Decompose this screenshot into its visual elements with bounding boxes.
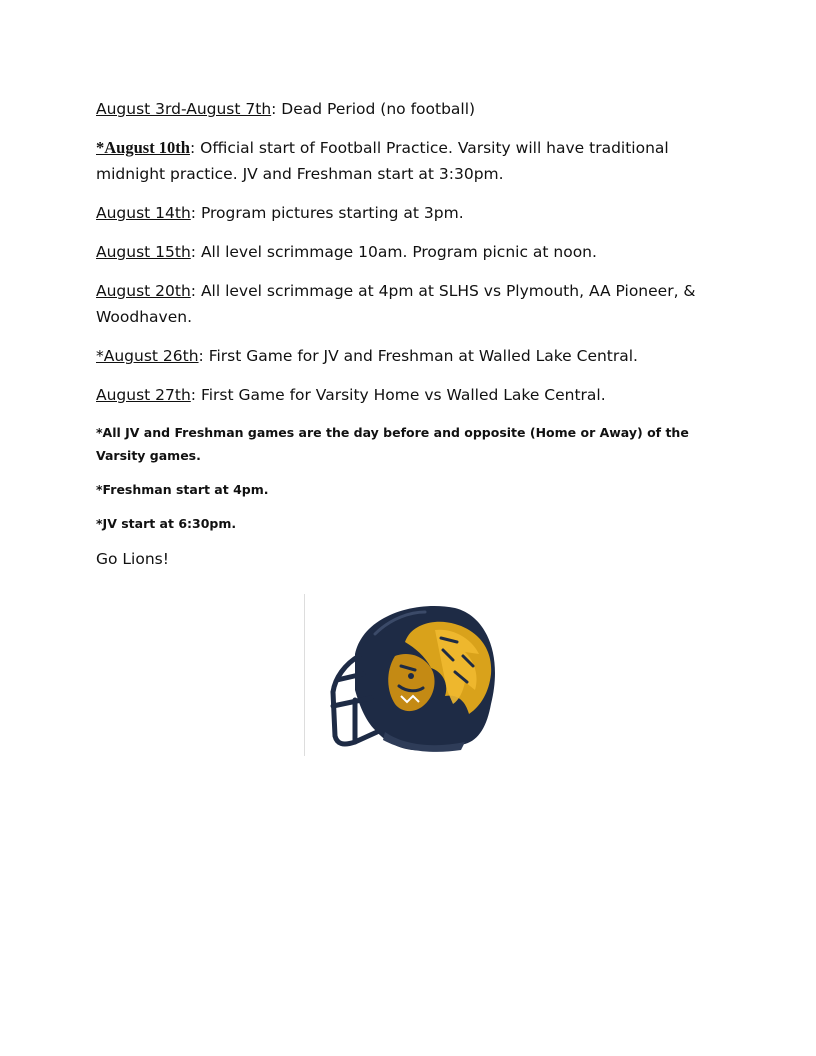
schedule-date: August 15th (96, 243, 191, 261)
schedule-text: : Dead Period (no football) (271, 100, 476, 118)
schedule-text: : Program pictures starting at 3pm. (190, 204, 464, 222)
lion-helmet-logo (304, 594, 501, 756)
schedule-document (96, 96, 724, 588)
schedule-date: August 3rd-August 7th (96, 100, 272, 118)
schedule-item-aug-20 (96, 278, 724, 330)
schedule-text: : First Game for JV and Freshman at Walled Lake Central. (198, 347, 638, 365)
schedule-text: : All level scrimmage 10am. Program picnic at noon. (190, 243, 597, 261)
schedule-date: August 20th (96, 282, 191, 300)
note-freshman-start: *Freshman start at 4pm. (96, 482, 269, 497)
schedule-date: August 14th (96, 204, 191, 222)
schedule-item-aug-27 (96, 382, 724, 408)
schedule-item-aug-26 (96, 343, 724, 369)
schedule-item-aug-14 (96, 200, 724, 226)
note-game-schedule: *All JV and Freshman games are the day before and opposite (Home or Away) of the Varsity games. (96, 425, 689, 463)
schedule-date: *August 10th (96, 138, 190, 157)
schedule-text: : Official start of Football Practice. Varsity will have traditional midnight practice. JV and Freshman start at 3:30pm. (96, 139, 669, 183)
schedule-date: *August 26th (96, 347, 199, 365)
schedule-text: : First Game for Varsity Home vs Walled Lake Central. (190, 386, 606, 404)
schedule-text: : All level scrimmage at 4pm at SLHS vs Plymouth, AA Pioneer, & Woodhaven. (96, 282, 696, 326)
schedule-item-aug-3 (96, 96, 724, 122)
schedule-item-aug-10 (96, 135, 724, 187)
lion-football-helmet-icon (315, 594, 495, 756)
schedule-item-aug-15 (96, 239, 724, 265)
schedule-date: August 27th (96, 386, 191, 404)
closing-text: Go Lions! (96, 550, 169, 568)
note-jv-start: *JV start at 6:30pm. (96, 516, 237, 531)
